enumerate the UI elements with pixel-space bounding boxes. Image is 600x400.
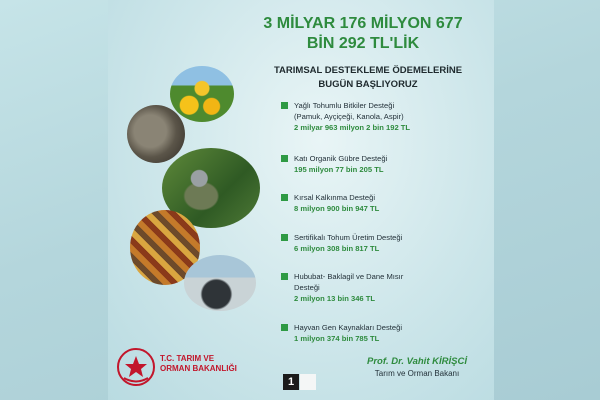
ministry-line1: T.C. TARIM VE xyxy=(160,354,215,363)
item-label: Sertifikalı Tohum Üretim Desteği xyxy=(294,233,403,242)
author-name: Prof. Dr. Vahit KİRİŞCİ xyxy=(367,356,467,367)
item-label-continued: Desteği xyxy=(294,283,320,292)
subheadline-line2: BUGÜN BAŞLIYORUZ xyxy=(318,79,418,90)
headline xyxy=(258,14,468,54)
subheadline xyxy=(268,64,468,92)
bullet-square-icon xyxy=(281,194,288,201)
page-indicator-next[interactable] xyxy=(300,374,316,390)
item-value: 2 milyar 963 milyon 2 bin 192 TL xyxy=(294,123,411,132)
livestock-photo xyxy=(184,255,256,311)
item-label: Hububat- Baklagil ve Dane Mısır xyxy=(294,272,404,281)
item-value: 6 milyon 308 bin 817 TL xyxy=(294,244,380,253)
list-item xyxy=(294,232,484,254)
item-value: 8 milyon 900 bin 947 TL xyxy=(294,204,380,213)
author-role: Tarım ve Orman Bakanı xyxy=(374,369,460,378)
page-indicator-current[interactable]: 1 xyxy=(283,374,299,390)
ministry-line2: ORMAN BAKANLIĞI xyxy=(160,364,237,373)
item-label: Katı Organik Gübre Desteği xyxy=(294,154,388,163)
item-label: Yağlı Tohumlu Bitkiler Desteği xyxy=(294,101,395,110)
list-item xyxy=(294,192,484,214)
seeds-photo xyxy=(127,105,185,163)
item-value: 195 milyon 77 bin 205 TL xyxy=(294,165,384,174)
ministry-name xyxy=(160,354,240,374)
list-item xyxy=(294,153,484,175)
bullet-square-icon xyxy=(281,155,288,162)
item-label: Kırsal Kalkınma Desteği xyxy=(294,193,376,202)
ministry-emblem-icon xyxy=(116,347,156,387)
list-item xyxy=(294,271,484,304)
bullet-square-icon xyxy=(281,234,288,241)
bullet-square-icon xyxy=(281,273,288,280)
item-label: Hayvan Gen Kaynakları Desteği xyxy=(294,323,403,332)
list-item xyxy=(294,322,484,344)
headline-line2: BİN 292 TL'LİK xyxy=(306,35,420,52)
headline-line1: 3 MİLYAR 176 MİLYON 677 xyxy=(263,15,463,32)
sunflower-photo xyxy=(170,66,234,122)
item-value: 2 milyon 13 bin 346 TL xyxy=(294,294,376,303)
item-detail: (Pamuk, Ayçiçeği, Kanola, Aspir) xyxy=(294,112,404,121)
subheadline-line1: TARIMSAL DESTEKLEME ÖDEMELERİNE xyxy=(273,65,463,76)
bullet-square-icon xyxy=(281,102,288,109)
list-item xyxy=(294,100,484,133)
bullet-square-icon xyxy=(281,324,288,331)
item-value: 1 milyon 374 bin 785 TL xyxy=(294,334,380,343)
